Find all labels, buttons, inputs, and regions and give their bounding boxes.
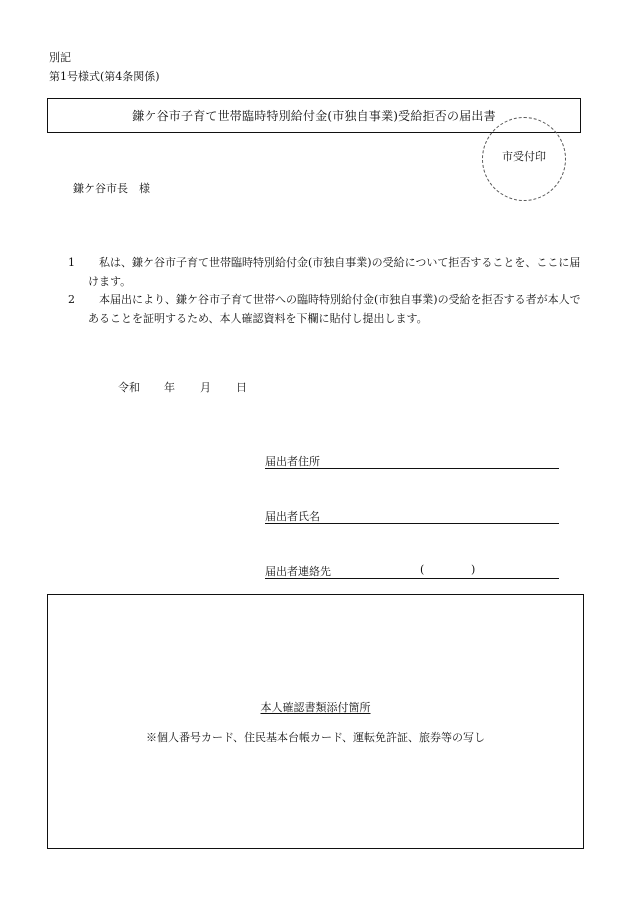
date-month-label: 月 (200, 381, 211, 394)
id-box-title-text: 本人確認書類添付箇所 (260, 701, 371, 714)
date-line (118, 379, 247, 395)
id-box-title (48, 699, 583, 715)
contact-field[interactable] (265, 563, 559, 579)
clause-text: 本届出により、鎌ケ谷市子育て世帯への臨時特別給付金(市独自事業)の受給を拒否する者が本人であることを証明するため、本人確認資料を下欄に貼付し提出します。 (88, 293, 581, 325)
name-field[interactable] (265, 508, 559, 524)
reception-stamp-area (482, 117, 566, 201)
id-document-attachment-area (47, 594, 584, 849)
contact-paren-close: ) (471, 563, 476, 576)
clause-number: 2 (68, 293, 75, 306)
name-label: 届出者氏名 (265, 510, 320, 523)
clause-text: 私は、鎌ケ谷市子育て世帯臨時特別給付金(市独自事業)の受給について拒否することを、ここに届けます。 (88, 256, 581, 288)
date-era: 令和 (118, 381, 140, 394)
appendix-label: 別記 (49, 51, 71, 64)
contact-label: 届出者連絡先 (265, 565, 331, 578)
date-day-label: 日 (236, 381, 247, 394)
form-number: 第1号様式(第4条関係) (49, 70, 160, 83)
date-year-label: 年 (164, 381, 175, 394)
contact-paren-open: ( (420, 563, 425, 576)
addressee: 鎌ケ谷市長 様 (73, 182, 150, 195)
reception-stamp-label: 市受付印 (502, 150, 546, 163)
id-box-note: ※個人番号カード、住民基本台帳カード、運転免許証、旅券等の写し (145, 731, 486, 744)
clause-2 (68, 290, 588, 328)
address-field[interactable] (265, 453, 559, 469)
document-title: 鎌ケ谷市子育て世帯臨時特別給付金(市独自事業)受給拒否の届出書 (132, 109, 496, 123)
address-label: 届出者住所 (265, 455, 320, 468)
clause-1 (68, 253, 588, 291)
clause-number: 1 (68, 256, 75, 269)
